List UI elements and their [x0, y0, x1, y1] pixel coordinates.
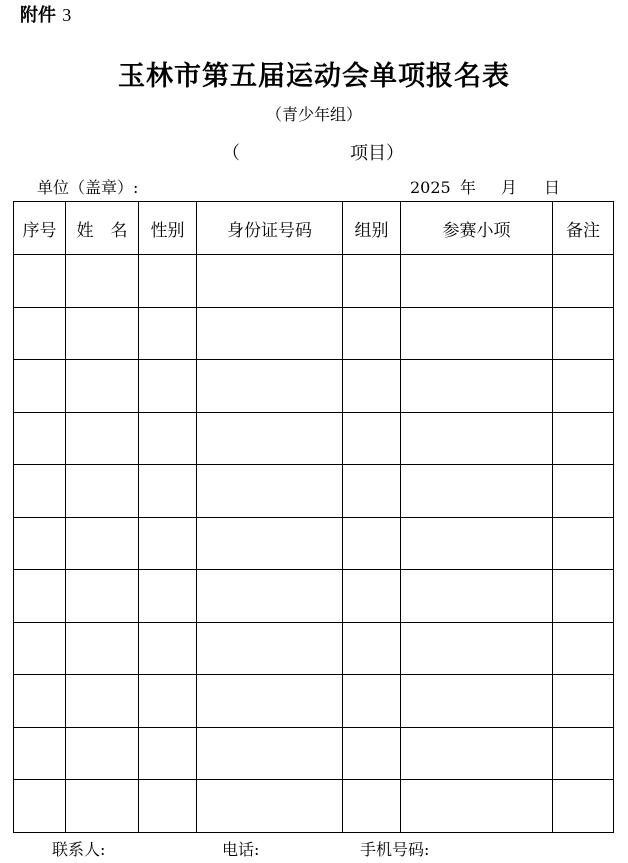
cell-name[interactable] — [66, 255, 139, 308]
cell-id-number[interactable] — [197, 465, 343, 518]
cell-serial[interactable] — [14, 570, 66, 623]
cell-event[interactable] — [401, 780, 553, 833]
cell-remarks[interactable] — [553, 465, 614, 518]
cell-event[interactable] — [401, 465, 553, 518]
cell-serial[interactable] — [14, 412, 66, 465]
cell-gender[interactable] — [139, 307, 197, 360]
cell-serial[interactable] — [14, 307, 66, 360]
form-subtitle: （青少年组） — [265, 105, 362, 124]
cell-remarks[interactable] — [553, 622, 614, 675]
cell-id-number[interactable] — [197, 675, 343, 728]
cell-name[interactable] — [66, 465, 139, 518]
cell-event[interactable] — [401, 412, 553, 465]
cell-name[interactable] — [66, 780, 139, 833]
project-open-paren: （ — [222, 143, 240, 164]
table-row — [14, 360, 614, 413]
form-title: 玉林市第五届运动会单项报名表 — [118, 61, 510, 92]
cell-gender[interactable] — [139, 727, 197, 780]
cell-group[interactable] — [343, 622, 401, 675]
cell-group[interactable] — [343, 360, 401, 413]
cell-group[interactable] — [343, 727, 401, 780]
cell-remarks[interactable] — [553, 412, 614, 465]
contact-person-label: 联系人: — [52, 840, 106, 859]
cell-serial[interactable] — [14, 622, 66, 675]
cell-serial[interactable] — [14, 360, 66, 413]
cell-serial[interactable] — [14, 675, 66, 728]
table-row — [14, 727, 614, 780]
cell-id-number[interactable] — [197, 570, 343, 623]
cell-event[interactable] — [401, 622, 553, 675]
unit-stamp-label: 单位（盖章）: — [37, 178, 139, 197]
cell-id-number[interactable] — [197, 360, 343, 413]
cell-name[interactable] — [66, 517, 139, 570]
cell-gender[interactable] — [139, 675, 197, 728]
cell-serial[interactable] — [14, 255, 66, 308]
cell-event[interactable] — [401, 517, 553, 570]
column-header-remarks: 备注 — [553, 202, 614, 255]
project-label: 项目） — [350, 143, 404, 164]
cell-name[interactable] — [66, 360, 139, 413]
cell-serial[interactable] — [14, 727, 66, 780]
cell-event[interactable] — [401, 675, 553, 728]
cell-group[interactable] — [343, 255, 401, 308]
cell-id-number[interactable] — [197, 622, 343, 675]
cell-name[interactable] — [66, 622, 139, 675]
cell-name[interactable] — [66, 675, 139, 728]
table-row — [14, 255, 614, 308]
column-header-serial: 序号 — [14, 202, 66, 255]
cell-group[interactable] — [343, 570, 401, 623]
cell-gender[interactable] — [139, 570, 197, 623]
date-line — [410, 177, 560, 199]
table-row — [14, 780, 614, 833]
cell-group[interactable] — [343, 412, 401, 465]
cell-gender[interactable] — [139, 360, 197, 413]
column-header-id-number: 身份证号码 — [197, 202, 343, 255]
cell-remarks[interactable] — [553, 307, 614, 360]
table-row — [14, 570, 614, 623]
registration-table — [13, 201, 614, 833]
cell-group[interactable] — [343, 675, 401, 728]
cell-name[interactable] — [66, 570, 139, 623]
cell-id-number[interactable] — [197, 517, 343, 570]
cell-event[interactable] — [401, 255, 553, 308]
cell-group[interactable] — [343, 780, 401, 833]
cell-event[interactable] — [401, 307, 553, 360]
phone-label: 电话: — [222, 840, 260, 859]
date-month-unit: 月 — [500, 178, 517, 197]
table-row — [14, 675, 614, 728]
column-header-gender: 性别 — [139, 202, 197, 255]
table-row — [14, 465, 614, 518]
cell-id-number[interactable] — [197, 412, 343, 465]
mobile-label: 手机号码: — [360, 840, 430, 859]
project-line — [222, 143, 404, 209]
table-row — [14, 307, 614, 360]
cell-group[interactable] — [343, 307, 401, 360]
cell-gender[interactable] — [139, 780, 197, 833]
cell-event[interactable] — [401, 570, 553, 623]
cell-remarks[interactable] — [553, 780, 614, 833]
cell-name[interactable] — [66, 412, 139, 465]
table-row — [14, 517, 614, 570]
cell-name[interactable] — [66, 307, 139, 360]
cell-id-number[interactable] — [197, 307, 343, 360]
cell-id-number[interactable] — [197, 780, 343, 833]
table-body — [14, 255, 614, 833]
date-year-unit: 年 — [459, 178, 476, 197]
attachment-text: 附件 — [20, 5, 56, 26]
cell-serial[interactable] — [14, 465, 66, 518]
cell-gender[interactable] — [139, 517, 197, 570]
cell-remarks[interactable] — [553, 675, 614, 728]
cell-serial[interactable] — [14, 517, 66, 570]
cell-remarks[interactable] — [553, 517, 614, 570]
cell-serial[interactable] — [14, 780, 66, 833]
attachment-number: 3 — [62, 5, 72, 25]
cell-id-number[interactable] — [197, 727, 343, 780]
date-year: 2025 — [410, 178, 451, 197]
cell-remarks[interactable] — [553, 360, 614, 413]
cell-gender[interactable] — [139, 465, 197, 518]
cell-name[interactable] — [66, 727, 139, 780]
attachment-label — [20, 4, 71, 27]
date-day-unit: 日 — [544, 178, 561, 197]
cell-event[interactable] — [401, 727, 553, 780]
cell-gender[interactable] — [139, 412, 197, 465]
cell-group[interactable] — [343, 517, 401, 570]
cell-remarks[interactable] — [553, 255, 614, 308]
table-header-row — [14, 202, 614, 255]
column-header-name: 姓 名 — [66, 202, 139, 255]
cell-gender[interactable] — [139, 255, 197, 308]
cell-gender[interactable] — [139, 622, 197, 675]
table-row — [14, 622, 614, 675]
table-row — [14, 412, 614, 465]
column-header-event: 参赛小项 — [401, 202, 553, 255]
cell-remarks[interactable] — [553, 727, 614, 780]
cell-group[interactable] — [343, 465, 401, 518]
column-header-group: 组别 — [343, 202, 401, 255]
cell-id-number[interactable] — [197, 255, 343, 308]
cell-event[interactable] — [401, 360, 553, 413]
cell-remarks[interactable] — [553, 570, 614, 623]
